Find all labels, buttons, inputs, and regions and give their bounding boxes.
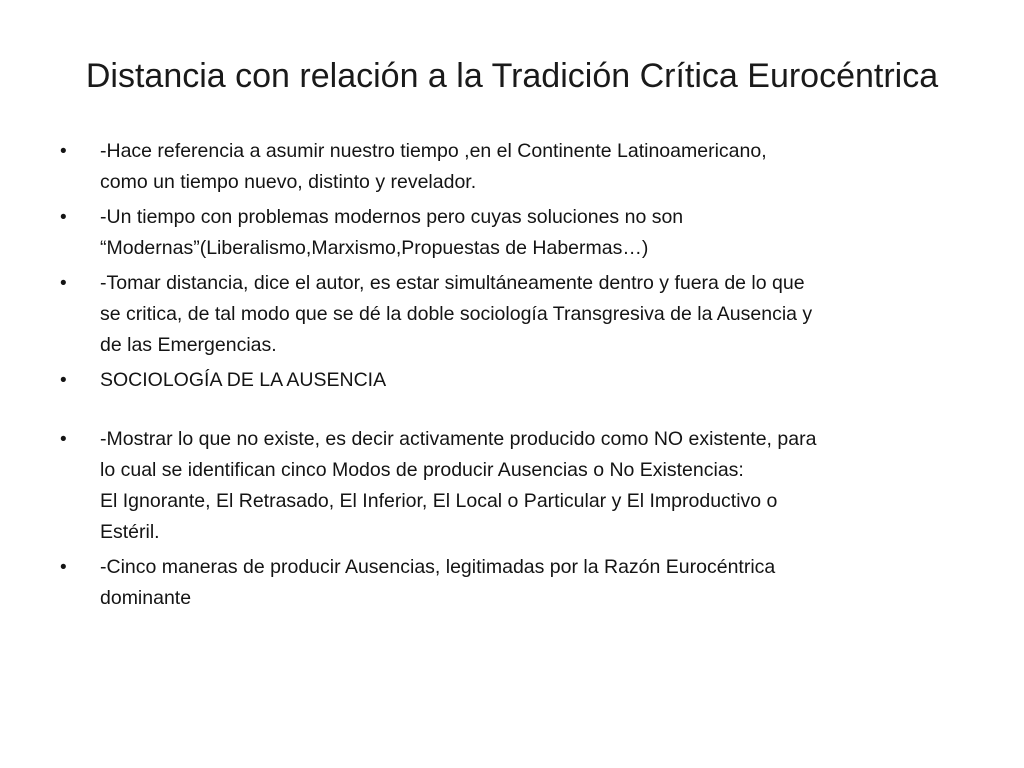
bullet-text-line: -Mostrar lo que no existe, es decir activamente producido como NO existente, para bbox=[100, 428, 817, 450]
bullet-item bbox=[60, 552, 980, 614]
bullet-item bbox=[60, 136, 980, 198]
bullet-text-line: se critica, de tal modo que se dé la doble sociología Transgresiva de la Ausencia y bbox=[100, 303, 813, 325]
bullet-icon: • bbox=[60, 273, 67, 294]
bullet-icon: • bbox=[60, 370, 67, 391]
bullet-item bbox=[60, 202, 980, 264]
bullet-item bbox=[60, 424, 980, 548]
bullet-icon: • bbox=[60, 141, 67, 162]
bullet-text-line: lo cual se identifican cinco Modos de producir Ausencias o No Existencias: bbox=[100, 459, 744, 481]
slide-title: Distancia con relación a la Tradición Crítica Eurocéntrica bbox=[85, 57, 939, 95]
bullet-text-line: -Tomar distancia, dice el autor, es estar simultáneamente dentro y fuera de lo que bbox=[100, 272, 805, 294]
bullet-icon: • bbox=[60, 207, 67, 228]
bullet-text-line: Estéril. bbox=[100, 521, 160, 543]
bullet-text-line: -Hace referencia a asumir nuestro tiempo ,en el Continente Latinoamericano, bbox=[100, 140, 767, 162]
bullet-list bbox=[60, 136, 980, 618]
bullet-text-line: dominante bbox=[100, 587, 192, 609]
bullet-item-heading bbox=[60, 365, 980, 396]
bullet-icon: • bbox=[60, 557, 67, 578]
section-heading: SOCIOLOGÍA DE LA AUSENCIA bbox=[100, 369, 387, 391]
bullet-text-line: “Modernas”(Liberalismo,Marxismo,Propuestas de Habermas…) bbox=[100, 237, 649, 259]
bullet-text-line: El Ignorante, El Retrasado, El Inferior, El Local o Particular y El Improductivo o bbox=[100, 490, 778, 512]
bullet-text-line: -Un tiempo con problemas modernos pero cuyas soluciones no son bbox=[100, 206, 684, 228]
bullet-icon: • bbox=[60, 429, 67, 450]
bullet-text-line: como un tiempo nuevo, distinto y revelador. bbox=[100, 171, 477, 193]
bullet-item bbox=[60, 268, 980, 361]
bullet-text-line: de las Emergencias. bbox=[100, 334, 277, 356]
bullet-text-line: -Cinco maneras de producir Ausencias, legitimadas por la Razón Eurocéntrica bbox=[100, 556, 776, 578]
